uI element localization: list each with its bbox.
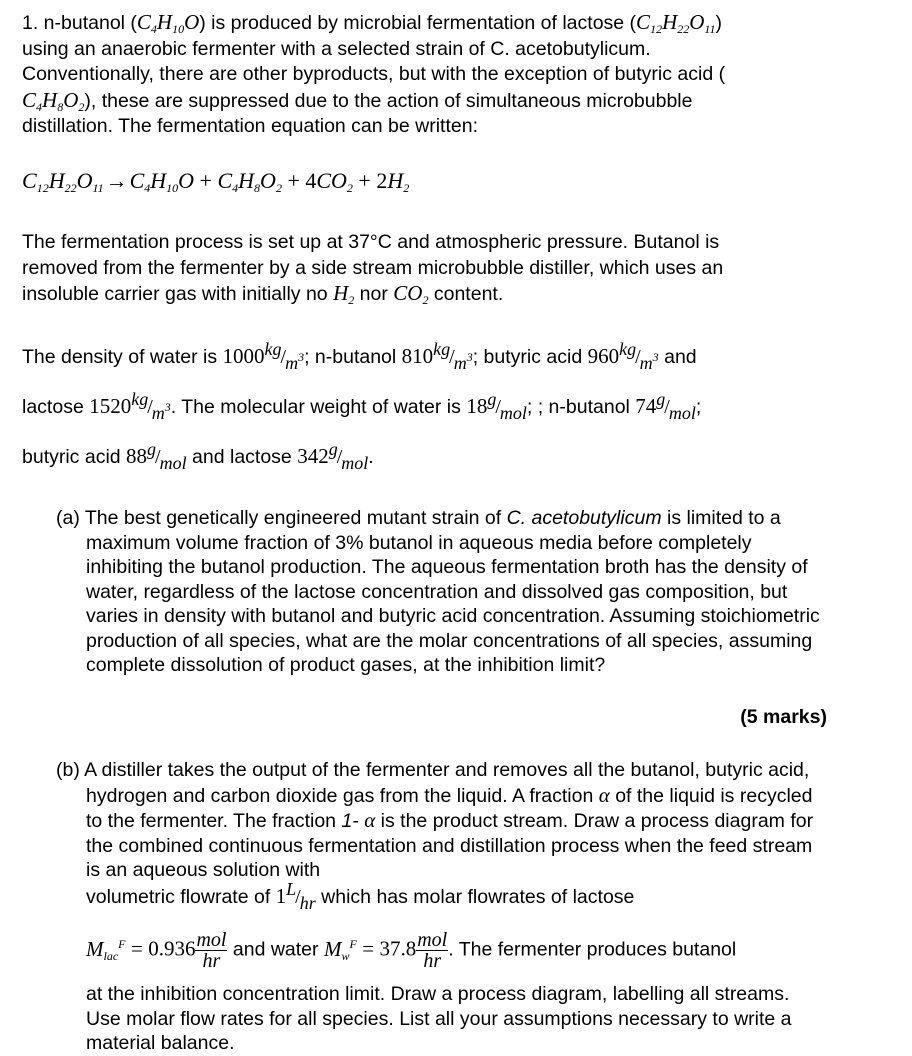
part-b-end-text: at the inhibition concentration limit. Draw a process diagram, labelling all streams. Use molar flow rates for all species. List all your assumptions necessary to write a material balance.: [86, 983, 792, 1054]
intro-line-1: 1. n-butanol $(C_4H_{10}O)$ is produced by microbial fermentation of lactose $(C_{12}H_{22}O_{11})$: [22, 10, 723, 36]
lactose-density-line: lactose $1520kg/m^3$. The molecular weight of water is 18g/mol; ; n-butanol 74g/mol;: [22, 389, 702, 423]
intro-line-5: distillation. The fermentation equation can be written:: [22, 115, 478, 137]
intro-line-4: $C_4H_8O_2$), these are suppressed due to the action of simultaneous microbubble: [22, 87, 693, 114]
setup-line-2: removed from the fermenter by a side stream microbubble distiller, which uses an: [22, 256, 724, 279]
butyric-formula: $C_4H_8O_2$: [22, 87, 85, 114]
intro-line-3: Conventionally, there are other byproducts, but with the exception of butyric acid (: [22, 63, 726, 85]
lactose-formula: $C_{12}H_{22}O_{11}$: [636, 10, 716, 36]
setup-line-1: The fermentation process is set up at 37°C and atmospheric pressure. Butanol is: [22, 231, 720, 253]
density-line: The density of water is $1000kg/m^3$; n-butanol $810kg/m^3$; butyric acid $960kg/m^3$ and: [22, 339, 697, 373]
intro-paragraph: [22, 10, 837, 140]
part-a-text: (a) The best genetically engineered mutant strain of C. acetobutylicum is limited to a maximum volume fraction of 3% butanol in aqueous media before completely inhibiting the butanol production. The aqueous fermentation broth has the density of water, regardless of the lactose concentration and dissolved gas composition, but varies in density with butanol and butyric acid concentration. Assuming stoichiometric production of all species, what are the molar concentrations of all species, assuming complete dissolution of product gases, at the inhibition limit?: [56, 507, 820, 676]
part-b-text: (b) A distiller takes the output of the fermenter and removes all the butanol, butyric acid, hydrogen and carbon dioxide gas from the liquid. A fraction α of the liquid is recycled to the fermenter. The fraction 1- α is the product stream. Draw a process diagram for the combined continuous fermentation and distillation process when the feed stream is an aqueous solution with: [56, 759, 814, 881]
part-b: [56, 758, 826, 883]
fermentation-equation: $C_{12}H_{22}O_{11}\to C_4H_{10}O + C_4H_8O_2 + 4CO_2 + 2H_2$: [22, 168, 410, 195]
part-a: [56, 506, 826, 678]
setup-paragraph: [22, 230, 837, 308]
molecular-weight-line: butyric acid 88g/mol and lactose 342g/mol.: [22, 439, 374, 473]
flowrate-line: volumetric flowrate of 1L/hr which has molar flowrates of lactose: [86, 879, 635, 913]
part-b-end: [86, 982, 826, 1056]
molar-flow-line: $M_{lac}^F = 0.936$ $\frac{\text{mol}}{hr}$ and water $M_w^F = 37.8$ $\frac{\text{mol}}{hr}$ . The fermenter produces butanol: [86, 929, 737, 972]
part-a-marks: (5 marks): [740, 706, 827, 728]
setup-line-3: insoluble carrier gas with initially no $H_2$ nor $CO_2$ content.: [22, 281, 504, 307]
butanol-formula: $C_4H_{10}O$: [136, 10, 200, 36]
intro-line-2: using an anaerobic fermenter with a selected strain of C. acetobutylicum.: [22, 37, 651, 60]
